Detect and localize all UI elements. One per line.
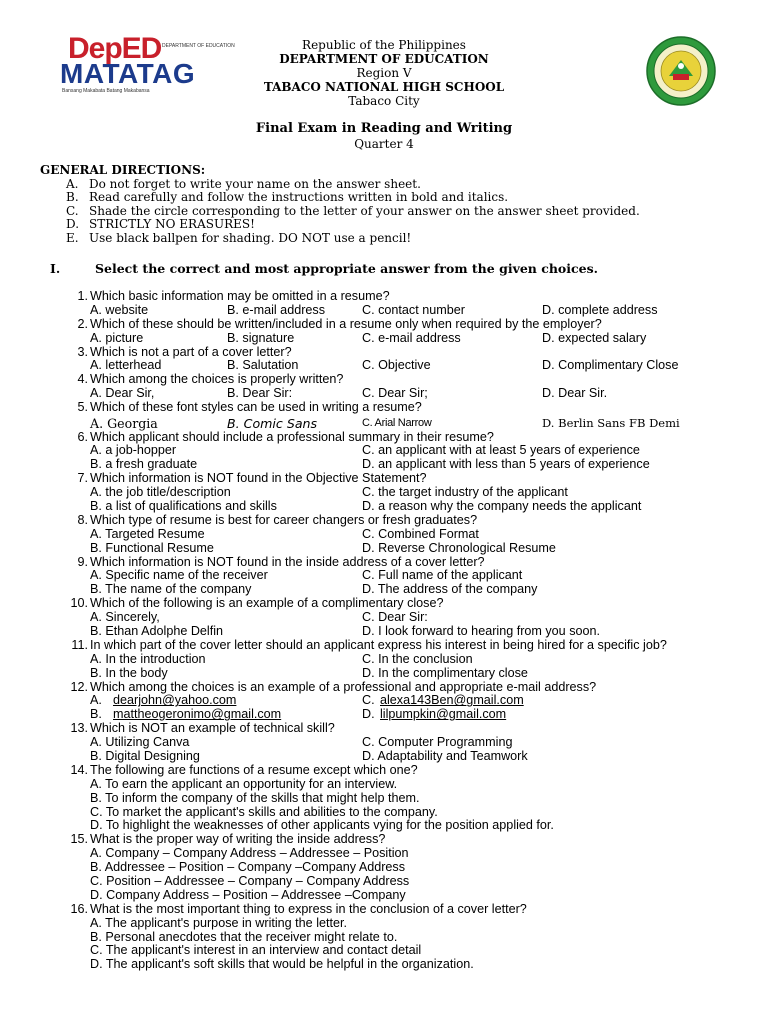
question-12: 12. Which among the choices is an example of a professional and appropriate e-mail address? <box>70 679 597 694</box>
exam-title: Final Exam in Reading and Writing <box>255 121 513 136</box>
option: B. signature <box>227 330 295 345</box>
option: B. Ethan Adolphe Delfin <box>90 623 224 638</box>
question-14: 14. The following are functions of a resume except which one? <box>70 762 418 777</box>
section-instruction: Select the correct and most appropriate answer from the given choices. <box>95 261 598 276</box>
option: D. Berlin Sans FB Demi <box>542 416 680 431</box>
option: B. To inform the company of the skills that might help them. <box>90 790 420 805</box>
option: B. Salutation <box>227 358 299 373</box>
option: A. In the introduction <box>90 651 206 666</box>
direction-item: C. Shade the circle corresponding to the letter of your answer on the answer sheet provided. <box>66 203 640 218</box>
options-row <box>0 666 768 680</box>
option: A. Specific name of the receiver <box>90 568 268 583</box>
direction-item: B. Read carefully and follow the instructions written in bold and italics. <box>66 190 509 205</box>
option: A. To earn the applicant an opportunity for an interview. <box>90 776 398 791</box>
option: B. The name of the company <box>90 582 252 597</box>
direction-item: E. Use black ballpen for shading. DO NOT use a pencil! <box>66 230 412 245</box>
options-row <box>0 443 768 457</box>
option: D. I look forward to hearing from you soon. <box>362 623 600 638</box>
region-line: Region V <box>356 66 412 80</box>
options-row <box>0 568 768 582</box>
question-2: 2. Which of these should be written/included in a resume only when required by the employer? <box>77 316 602 331</box>
options-row <box>0 777 768 791</box>
option: A. website <box>90 302 149 317</box>
option: D. Complimentary Close <box>542 358 679 373</box>
options-row <box>0 693 768 707</box>
option-letter: C. <box>362 693 375 708</box>
options-row <box>0 735 768 749</box>
option: B. a list of qualifications and skills <box>90 498 277 513</box>
options-row <box>0 457 768 471</box>
options-row <box>0 652 768 666</box>
options-row <box>0 805 768 819</box>
directions-heading: GENERAL DIRECTIONS: <box>40 163 206 177</box>
options-row <box>0 485 768 499</box>
option: A. a job-hopper <box>90 443 177 458</box>
option: B. Dear Sir: <box>227 386 293 401</box>
section-number: I. <box>50 261 61 276</box>
department-line: DEPARTMENT OF EDUCATION <box>279 52 489 66</box>
option: D. Reverse Chronological Resume <box>362 540 556 555</box>
question-7: 7. Which information is NOT found in the Objective Statement? <box>77 471 427 486</box>
option: B. In the body <box>90 665 168 680</box>
options-row <box>0 888 768 902</box>
option: B. Addressee – Position – Company –Company Address <box>90 860 406 875</box>
question-16: 16. What is the most important thing to express in the conclusion of a cover letter? <box>70 901 527 916</box>
options-row <box>0 707 768 721</box>
option: C. an applicant with at least 5 years of experience <box>362 443 640 458</box>
document-header <box>0 38 768 108</box>
options-row <box>0 541 768 555</box>
question-5: 5. Which of these font styles can be used in writing a resume? <box>77 400 422 415</box>
email-option: alexa143Ben@gmail.com <box>380 693 524 708</box>
question-10: 10. Which of the following is an example of a complimentary close? <box>70 596 444 611</box>
option: A. picture <box>90 330 144 345</box>
option: C. Computer Programming <box>362 735 513 750</box>
option: D. a reason why the company needs the applicant <box>362 498 642 513</box>
options-row <box>0 414 768 430</box>
options-row <box>0 527 768 541</box>
email-option: mattheogeronimo@gmail.com <box>113 707 282 722</box>
question-13: 13. Which is NOT an example of technical skill? <box>70 721 335 736</box>
question-6: 6. Which applicant should include a professional summary in their resume? <box>77 429 494 444</box>
option: B. Comic Sans <box>227 416 318 432</box>
option: A. letterhead <box>90 358 162 373</box>
option: C. contact number <box>362 302 465 317</box>
option: A. the job title/description <box>90 485 231 500</box>
options-row <box>0 499 768 513</box>
option: A. Georgia <box>90 416 158 432</box>
option: B. Personal anecdotes that the receiver might relate to. <box>90 929 398 944</box>
option-letter: B. <box>90 707 102 722</box>
option: A. Utilizing Canva <box>90 735 190 750</box>
option: A. Sincerely, <box>90 610 160 625</box>
question-15: 15. What is the proper way of writing the inside address? <box>70 832 386 847</box>
option: D. Company Address – Position – Addressee –Company <box>90 887 406 902</box>
option: A. Company – Company Address – Addressee – Position <box>90 846 409 861</box>
question-9: 9. Which information is NOT found in the inside address of a cover letter? <box>77 554 485 569</box>
option: A. The applicant's purpose in writing the letter. <box>90 915 347 930</box>
option: B. e-mail address <box>227 302 325 317</box>
option: C. The applicant's interest in an interview and contact detail <box>90 943 422 958</box>
options-row <box>0 860 768 874</box>
option: D. In the complimentary close <box>362 665 528 680</box>
logo-tagline: Bansang Makabata Batang Makabansa <box>62 88 150 94</box>
options-row <box>0 957 768 971</box>
option: D. complete address <box>542 302 658 317</box>
options-row <box>0 624 768 638</box>
option-letter: A. <box>90 693 102 708</box>
options-row <box>0 874 768 888</box>
option: D. Dear Sir. <box>542 386 608 401</box>
exam-quarter: Quarter 4 <box>354 137 414 151</box>
direction-item: A. Do not forget to write your name on the answer sheet. <box>66 176 421 191</box>
school-name: TABACO NATIONAL HIGH SCHOOL <box>263 80 505 94</box>
option: B. a fresh graduate <box>90 457 198 472</box>
option: C. Full name of the applicant <box>362 568 523 583</box>
option: C. Dear Sir; <box>362 386 428 401</box>
option: D. The applicant's soft skills that would be helpful in the organization. <box>90 957 474 972</box>
options-row <box>0 930 768 944</box>
city-line: Tabaco City <box>348 94 420 108</box>
options-row <box>0 331 768 345</box>
option: A. Targeted Resume <box>90 526 205 541</box>
question-list <box>0 289 768 971</box>
deped-logo-text: DepED <box>68 32 162 65</box>
options-row <box>0 943 768 957</box>
option: D. Adaptability and Teamwork <box>362 749 528 763</box>
email-option: lilpumpkin@gmail.com <box>380 707 507 722</box>
option: C. Dear Sir: <box>362 610 428 625</box>
option: C. the target industry of the applicant <box>362 485 568 500</box>
options-row <box>0 846 768 860</box>
option: C. Arial Narrow <box>362 417 432 430</box>
matatag-logo-text: MATATAG <box>60 58 196 89</box>
option-letter: D. <box>362 707 375 722</box>
options-row <box>0 818 768 832</box>
question-3: 3. Which is not a part of a cover letter? <box>77 344 292 359</box>
options-row <box>0 791 768 805</box>
option: C. Position – Addressee – Company – Company Address <box>90 874 410 889</box>
options-row <box>0 303 768 317</box>
option: B. Functional Resume <box>90 540 214 555</box>
deped-logo-subtext: DEPARTMENT OF EDUCATION <box>162 43 235 49</box>
options-row <box>0 610 768 624</box>
options-row <box>0 358 768 372</box>
email-option: dearjohn@yahoo.com <box>113 693 237 708</box>
direction-item: D. STRICTLY NO ERASURES! <box>66 217 255 232</box>
option: C. In the conclusion <box>362 651 473 666</box>
option: C. e-mail address <box>362 330 461 345</box>
option: A. Dear Sir, <box>90 386 155 401</box>
question-1: 1. Which basic information may be omitted in a resume? <box>77 289 390 303</box>
republic-line: Republic of the Philippines <box>302 38 466 52</box>
option: B. Digital Designing <box>90 749 200 763</box>
options-row <box>0 386 768 400</box>
option: D. expected salary <box>542 330 647 345</box>
question-8: 8. Which type of resume is best for career changers or fresh graduates? <box>77 512 478 527</box>
option: D. an applicant with less than 5 years of experience <box>362 457 650 472</box>
question-4: 4. Which among the choices is properly written? <box>77 372 344 387</box>
options-row <box>0 916 768 930</box>
option: D. To highlight the weaknesses of other applicants vying for the position applied for. <box>90 818 554 833</box>
options-row <box>0 582 768 596</box>
option: C. To market the applicant's skills and abilities to the company. <box>90 804 438 819</box>
option: D. The address of the company <box>362 582 538 597</box>
option: C. Objective <box>362 358 431 373</box>
options-row <box>0 749 768 763</box>
question-11: 11. In which part of the cover letter should an applicant express his interest in being hired for a specific job? <box>71 637 667 652</box>
general-directions <box>40 164 740 246</box>
option: C. Combined Format <box>362 526 479 541</box>
